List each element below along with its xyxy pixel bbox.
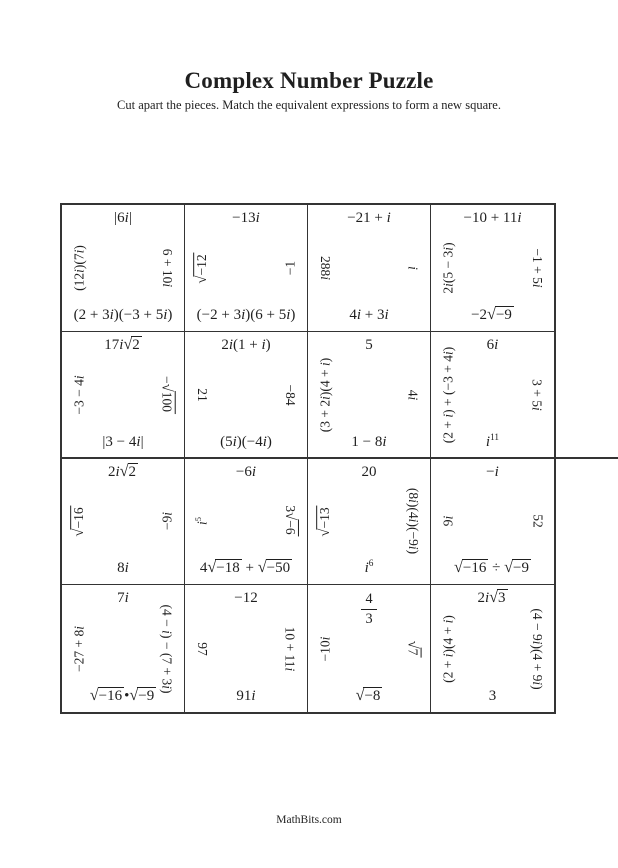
cell-expression-top: 20 <box>361 463 377 480</box>
cell-expression-bottom: (−2 + 3i)(6 + 5i) <box>196 306 296 323</box>
sqrt-radical: √−13 <box>317 507 334 537</box>
puzzle-cell <box>431 585 554 712</box>
cell-expression-right: 3√−6 <box>281 505 298 535</box>
sqrt-radical: √−8 <box>355 686 381 704</box>
cell-expression-top: 2i(1 + i) <box>221 336 271 353</box>
cell-expression-right: −84 <box>282 384 298 406</box>
cell-expression-right: 6 + 10i <box>159 248 175 288</box>
cut-line <box>60 457 618 459</box>
footer-brand: MathBits.com <box>276 814 342 826</box>
sqrt-radical: √100 <box>158 383 175 412</box>
cell-expression-top <box>308 591 430 627</box>
cell-expression-bottom: (5i)(−4i) <box>220 433 272 450</box>
sqrt-radical: √−50 <box>257 558 291 577</box>
cell-expression-bottom: $i^{11}$ <box>485 432 500 450</box>
puzzle-cell <box>185 459 308 586</box>
cell-expression-top: −i <box>486 463 499 480</box>
cell-expression-left: 288i <box>317 255 333 280</box>
cell-expression-left <box>195 252 209 283</box>
worksheet-page <box>0 68 618 826</box>
cell-expression-top: 2i√2 <box>107 461 137 480</box>
cell-expression-top: 7i <box>117 590 129 607</box>
puzzle-cell <box>185 585 308 712</box>
cell-expression-left: 2i(5 − 3i) <box>440 242 456 294</box>
sqrt-radical: √2 <box>123 334 140 353</box>
puzzle-cell <box>431 205 554 332</box>
cell-expression-top: −13i <box>232 210 260 226</box>
cell-expression-right: 3 + 5i <box>529 378 545 411</box>
sqrt-radical: √−16 <box>71 507 88 537</box>
sqrt-radical: √−6 <box>281 512 298 535</box>
cell-expression-bottom: √−16 ÷ √−9 <box>454 558 529 577</box>
cell-expression-bottom: (2 + 3i)(−3 + 5i) <box>73 306 173 323</box>
cell-expression-bottom: −2√−9 <box>471 304 512 323</box>
cell-expression-right: (4 − i) − (7 + 3i) <box>159 604 175 694</box>
cell-expression-bottom: 3 <box>488 688 497 704</box>
puzzle-cell <box>62 585 185 712</box>
puzzle-cell <box>308 332 431 459</box>
puzzle-cell <box>308 459 431 586</box>
cell-expression-right: 10 + 11i <box>282 626 298 671</box>
cell-expression-bottom <box>308 686 430 704</box>
sqrt-radical: √3 <box>489 588 506 607</box>
sqrt-radical: √7 <box>404 640 421 656</box>
cell-expression-bottom: |3 − 4i| <box>102 433 144 450</box>
cell-expression-right: 52 <box>529 514 545 529</box>
cell-expression-left: 97 <box>194 641 210 656</box>
cell-expression-bottom: 4√−18 + √−50 <box>199 558 291 577</box>
cell-expression-top: −21 + i <box>347 210 391 226</box>
puzzle-cell <box>62 332 185 459</box>
cell-expression-left: 21 <box>194 387 210 402</box>
cell-expression-left: (2 + i) + (−3 + 4i) <box>440 346 456 443</box>
cell-expression-left: (3 + 2i)(4 + i) <box>317 357 333 432</box>
page-title: Complex Number Puzzle <box>184 68 434 93</box>
cell-expression-bottom: √−16 •√−9 <box>89 686 155 704</box>
sqrt-radical: √−12 <box>194 254 211 284</box>
cell-expression-left <box>318 506 332 537</box>
puzzle-cell <box>185 205 308 332</box>
cell-expression-right: 4i <box>405 389 421 400</box>
cell-expression-top: 17i√2 <box>104 334 140 353</box>
cell-expression-right: −9i <box>159 512 175 531</box>
cell-expression-right: −1 <box>282 260 298 276</box>
cell-expression-right: i <box>405 265 421 270</box>
cell-expression-top: 5 <box>365 336 373 353</box>
cell-expression-bottom: 91i <box>236 688 256 704</box>
cell-expression-top: |6i| <box>114 210 132 226</box>
cell-expression-top: 2i√3 <box>477 588 506 607</box>
cell-expression-right: −1 + 5i <box>529 248 545 288</box>
cell-expression-left: $i^5$ <box>193 517 210 526</box>
puzzle-cell <box>62 459 185 586</box>
puzzle-cell <box>62 205 185 332</box>
cell-expression-left <box>72 506 86 537</box>
cell-expression-top: −10 + 11i <box>463 210 522 226</box>
cell-expression-bottom: 1 − 8i <box>351 433 387 450</box>
cell-expression-right: (8i)(4i)(−9i) <box>405 488 421 555</box>
puzzle-cell <box>308 205 431 332</box>
cell-expression-left: −10i <box>317 636 333 662</box>
cell-expression-right: −√100 <box>158 375 175 412</box>
cell-expression-top: −12 <box>234 590 258 607</box>
cell-expression-left: (12i)(7i) <box>71 244 87 291</box>
cell-expression-right: (4 − 9i)(4 + 9i) <box>529 607 545 690</box>
puzzle-cell <box>431 332 554 459</box>
sqrt-radical: √−16 <box>89 686 123 704</box>
cell-expression-right <box>406 640 420 657</box>
cell-expression-bottom: 4i + 3i <box>349 306 389 323</box>
puzzle-cell <box>308 585 431 712</box>
cell-expression-bottom: $i^6$ <box>364 559 374 577</box>
sqrt-radical: √−9 <box>129 686 155 704</box>
cell-expression-left: −3 − 4i <box>71 374 87 415</box>
sqrt-radical: √−9 <box>504 558 529 577</box>
cell-expression-top: 6i <box>486 336 499 353</box>
cell-expression-left: (2 + i)(4 + i) <box>440 614 456 683</box>
cell-expression-top: −6i <box>235 463 257 480</box>
sqrt-radical: √−9 <box>487 304 512 323</box>
cell-expression-bottom: 8i <box>117 560 129 577</box>
page-subtitle: Cut apart the pieces. Match the equivalent expressions to form a new square. <box>117 98 501 112</box>
sqrt-radical: √2 <box>119 461 137 480</box>
cell-expression-left: 9i <box>440 516 456 527</box>
sqrt-radical: √−16 <box>454 558 487 577</box>
puzzle-cell <box>431 459 554 586</box>
puzzle-cell <box>185 332 308 459</box>
sqrt-radical: √−18 <box>207 558 240 577</box>
cell-expression-left: −27 + 8i <box>71 625 87 672</box>
fraction: $\frac{4}{3}$ <box>361 591 376 627</box>
